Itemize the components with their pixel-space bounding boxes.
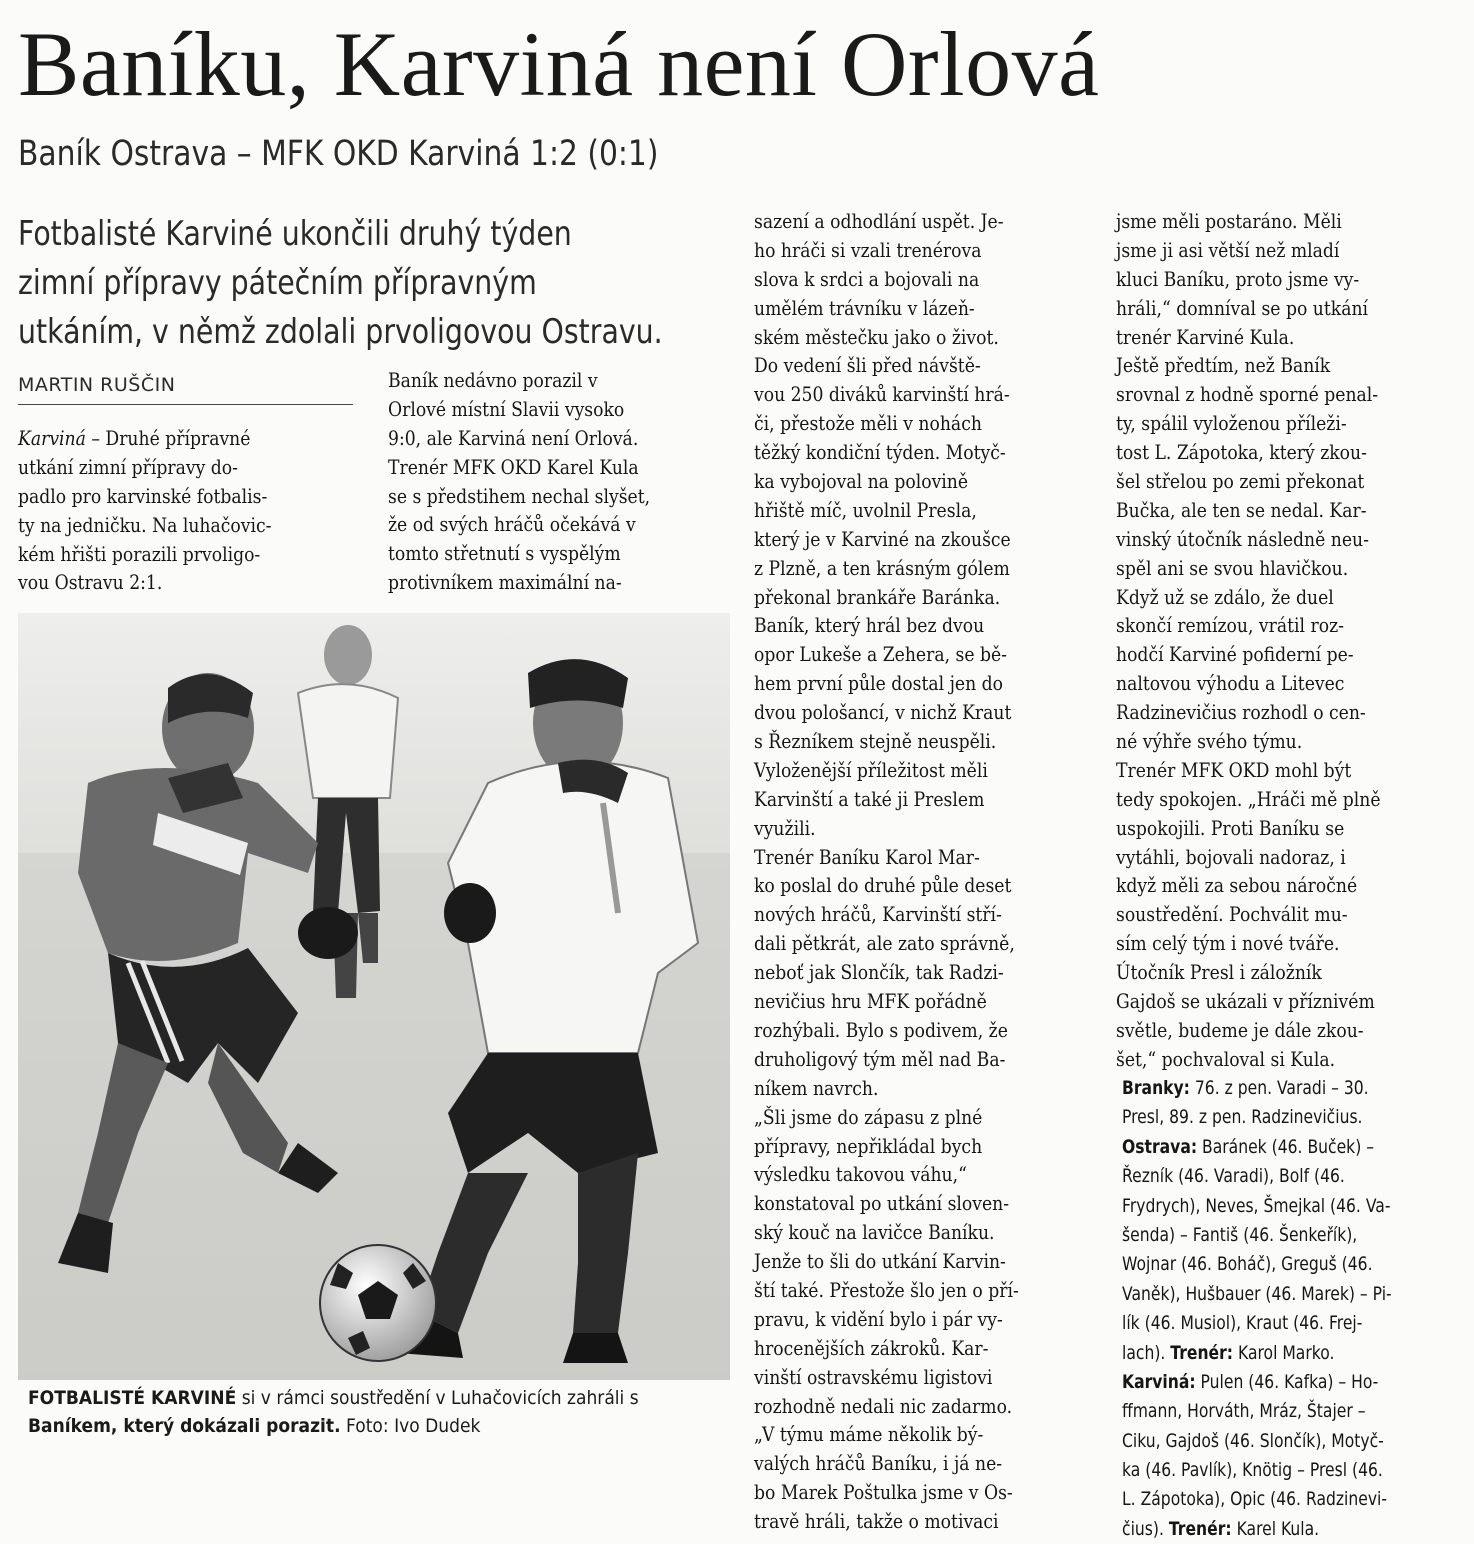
lineup-line: Řezník (46. Varadi), Bolf (46. xyxy=(1122,1165,1345,1188)
column-line: Jenže to šli do utkání Karvin- xyxy=(754,1249,1006,1274)
column-line: Gajdoš se ukázali v příznivém xyxy=(1116,989,1375,1014)
column-line: soustředění. Pochválit mu- xyxy=(1116,902,1348,927)
caption-text-bold: Baníkem, který dokázali porazit. xyxy=(28,1415,341,1437)
column-line: 9:0, ale Karviná není Orlová. xyxy=(388,425,639,450)
column-line: nových hráčů, Karvinští stří- xyxy=(754,902,1002,927)
column-line: Když už se zdálo, že duel xyxy=(1116,584,1334,609)
column-line: Do vedení šli před návště- xyxy=(754,353,981,378)
football-ball xyxy=(320,1245,436,1361)
lineup-line: Wojnar (46. Boháč), Greguš (46. xyxy=(1122,1253,1373,1276)
lead-line: utkáním, v němž zdolali prvoligovou Ostravu. xyxy=(18,312,663,352)
column-line: ka vybojoval na polovině xyxy=(754,469,969,494)
lineup-text: lach). xyxy=(1122,1341,1171,1364)
column-line: Trenér MFK OKD mohl být xyxy=(1116,757,1352,782)
subheadline: Baník Ostrava – MFK OKD Karviná 1:2 (0:1) xyxy=(18,134,659,174)
column-line: tost L. Zápotoka, který zkou- xyxy=(1116,440,1367,465)
column-line: hodčí Karviné pofiderní pe- xyxy=(1116,642,1354,667)
column-line: šel střelou po zemi překonat xyxy=(1116,469,1365,494)
dateline: Karviná xyxy=(18,426,86,450)
lineup-line: ffmann, Horváth, Mráz, Štajer – xyxy=(1122,1400,1366,1423)
column-line: né výhře svého týmu. xyxy=(1116,729,1303,754)
column-line: rozhodně nedali nic zadarmo. xyxy=(754,1393,1013,1418)
lineup-line xyxy=(1122,1368,1413,1397)
lead-line: Fotbalisté Karviné ukončili druhý týden xyxy=(18,214,572,254)
lineup-line: Vaněk), Hušbauer (46. Marek) – Pi- xyxy=(1122,1282,1392,1305)
column-line: tedy spokojen. „Hráči mě plně xyxy=(1116,786,1381,811)
author-byline: MARTIN RUŠČIN xyxy=(18,374,353,405)
column-line: konstatoval po utkání sloven- xyxy=(754,1191,1010,1216)
column-line: Útočník Presl i záložník xyxy=(1116,960,1322,985)
column-line: kém hřišti porazili prvoligo- xyxy=(18,541,261,566)
lineup-text: Pulen (46. Kafka) – Ho- xyxy=(1195,1370,1379,1393)
headline: Baníku, Karviná není Orlová xyxy=(18,13,1100,115)
lineup-text: čius). xyxy=(1122,1517,1169,1540)
lineup-text: Karol Marko. xyxy=(1233,1341,1335,1364)
column-line: hřiště míč, uvolnil Presla, xyxy=(754,497,977,522)
column-line: travě hráli, takže o motivaci xyxy=(754,1509,999,1534)
column-line: hráli,“ domníval se po utkání xyxy=(1116,295,1369,320)
lineup-text: 76. z pen. Varadi – 30. xyxy=(1189,1077,1369,1099)
photo-credit: Foto: Ivo Dudek xyxy=(340,1415,481,1437)
karvina-label: Karviná: xyxy=(1122,1370,1196,1393)
lineup-line xyxy=(1122,1515,1413,1544)
column-line: skončí remízou, vrátil roz- xyxy=(1116,613,1344,638)
lineup-line: Presl, 89. z pen. Radzinevičius. xyxy=(1122,1106,1363,1129)
column-line: vytáhli, bojovali nadoraz, i xyxy=(1116,844,1346,869)
column-line: z Plzně, a ten krásným gólem xyxy=(754,555,1010,580)
lineup-line: L. Zápotoka), Opic (46. Radzinevi- xyxy=(1122,1488,1388,1511)
article-column-4 xyxy=(1116,207,1474,1074)
column-line: těžký kondiční týden. Motyč- xyxy=(754,440,1006,465)
lineup-line: Frydrych), Neves, Šmejkal (46. Va- xyxy=(1122,1194,1391,1217)
column-line: ští také. Přestože šlo jen o pří- xyxy=(754,1277,1019,1302)
column-line: využili. xyxy=(754,815,816,840)
column-line: ty na jedničku. Na luhačovic- xyxy=(18,512,272,537)
column-line: jsme měli postaráno. Měli xyxy=(1116,209,1342,233)
photo-caption xyxy=(28,1384,676,1440)
lineup-line xyxy=(1122,1133,1413,1162)
article-column-1 xyxy=(18,424,388,597)
column-line: či, přestože měli v nohách xyxy=(754,411,982,436)
lineup-line: Ciku, Gajdoš (46. Slončík), Motyč- xyxy=(1122,1429,1384,1452)
column-line: vou 250 diváků karvinští hrá- xyxy=(754,382,1010,407)
column-line xyxy=(18,424,336,453)
column-line: že od svých hráčů očekává v xyxy=(388,512,636,537)
column-line: světle, budeme je dále zkou- xyxy=(1116,1017,1364,1042)
column-line: s Řezníkem stejně neuspěli. xyxy=(754,729,997,754)
column-line: níkem navrch. xyxy=(754,1075,879,1100)
column-line: padlo pro karvinské fotbalis- xyxy=(18,483,268,508)
column-line: rozhýbali. Bylo s podivem, že xyxy=(754,1017,1008,1042)
column-line: opor Lukeše a Zehera, se bě- xyxy=(754,642,1007,667)
column-line: bo Marek Poštulka jsme v Os- xyxy=(754,1480,1013,1505)
column-line: umělém trávníku v lázeň- xyxy=(754,295,975,320)
column-line: pravu, k vidění bylo i pár vy- xyxy=(754,1306,1003,1331)
column-line: Ještě předtím, než Baník xyxy=(1116,353,1331,378)
column-line: když měli za sebou náročné xyxy=(1116,873,1358,898)
column-line: vinský útočník následně neu- xyxy=(1116,526,1369,551)
column-line: ském městečku jako o život. xyxy=(754,324,999,349)
coach-label: Trenér: xyxy=(1170,1341,1234,1364)
column-line: uspokojili. Proti Baníku se xyxy=(1116,815,1345,840)
column-line: se s předstihem nechal slyšet, xyxy=(388,483,651,508)
lineup-text: Karel Kula. xyxy=(1231,1517,1320,1540)
column-line: Trenér MFK OKD Karel Kula xyxy=(388,454,639,479)
column-line: trenér Karviné Kula. xyxy=(1116,324,1295,349)
column-line: naltovou výhodu a Litevec xyxy=(1116,671,1345,696)
column-text: – Druhé přípravné xyxy=(85,426,251,450)
column-line: Baník, který hrál bez dvou xyxy=(754,613,985,638)
goals-label: Branky: xyxy=(1122,1077,1190,1099)
column-line: tomto střetnutí s vyspělým xyxy=(388,541,621,566)
lineup-line xyxy=(1122,1339,1413,1368)
lineup-line: ka (46. Pavlík), Knötig – Presl (46. xyxy=(1122,1459,1383,1482)
lineup-line: šenda) – Fantiš (46. Šenkeřík), xyxy=(1122,1223,1358,1246)
column-line: překonal brankáře Baránka. xyxy=(754,584,1001,609)
column-line: ko poslal do druhé půle deset xyxy=(754,873,1012,898)
column-line: Vyloženější příležitost měli xyxy=(754,757,988,782)
column-line: „V týmu máme několik bý- xyxy=(754,1422,984,1447)
caption-text: si v rámci soustředění v Luhačovicích zahráli s xyxy=(236,1387,639,1409)
column-line: Orlové místní Slavii vysoko xyxy=(388,396,625,421)
column-line: přípravy, nepřikládal bych xyxy=(754,1133,983,1158)
match-lineups xyxy=(1122,1074,1474,1544)
column-line: utkání zimní přípravy do- xyxy=(18,454,238,479)
column-line: Karvinští a také ji Preslem xyxy=(754,786,985,811)
column-line: Radzinevičius rozhodl o cen- xyxy=(1116,700,1366,725)
column-line: šet,“ pochvaloval si Kula. xyxy=(1116,1046,1336,1071)
column-line: ho hráči si vzali trenérova xyxy=(754,237,982,262)
column-line: hem první půle dostal jen do xyxy=(754,671,1004,696)
column-line: srovnal z hodně sporné penal- xyxy=(1116,382,1379,407)
column-line: sím celý tým i nové tváře. xyxy=(1116,931,1340,956)
column-line: Trenér Baníku Karol Mar- xyxy=(754,844,980,869)
column-line: kluci Baníku, proto jsme vy- xyxy=(1116,266,1360,291)
column-line: ský kouč na lavičce Baníku. xyxy=(754,1220,995,1245)
column-line: ty, spálil vyloženou příleži- xyxy=(1116,411,1347,436)
column-line: „Šli jsme do zápasu z plné xyxy=(754,1104,983,1129)
column-line: Baník nedávno porazil v xyxy=(388,368,598,392)
column-line: hrocenějších zákroků. Kar- xyxy=(754,1335,989,1360)
column-line: nevičius hru MFK pořádně xyxy=(754,989,987,1014)
lead-paragraph xyxy=(18,210,719,357)
column-line: slova k srdci a bojovali na xyxy=(754,266,980,291)
column-line: valých hráčů Baníku, i já ne- xyxy=(754,1451,1003,1476)
column-line: dvou pološancí, v nichž Kraut xyxy=(754,700,1012,725)
ostrava-label: Ostrava: xyxy=(1122,1135,1198,1158)
column-line: vinští ostravskému ligistovi xyxy=(754,1364,993,1389)
column-line: sazení a odhodlání uspět. Je- xyxy=(754,209,1004,233)
article-column-2 xyxy=(388,366,758,597)
column-line: Bučka, ale ten se nedal. Kar- xyxy=(1116,497,1367,522)
column-line: druholigový tým měl nad Ba- xyxy=(754,1046,1006,1071)
column-line: který je v Karviné na zkoušce xyxy=(754,526,1011,551)
match-photo xyxy=(18,613,730,1380)
column-line: protivníkem maximální na- xyxy=(388,570,622,595)
lineup-line: lík (46. Musiol), Kraut (46. Frej- xyxy=(1122,1312,1363,1335)
article-column-3 xyxy=(754,207,1124,1536)
coach-label: Trenér: xyxy=(1168,1517,1232,1540)
column-line: dali pětkrát, ale zato správně, xyxy=(754,931,1015,956)
column-line: neboť jak Slončík, tak Radzi- xyxy=(754,960,1004,985)
column-line: jsme ji asi větší než mladí xyxy=(1116,237,1340,262)
lineup-line xyxy=(1122,1074,1413,1103)
column-line: výsledku takovou váhu,“ xyxy=(754,1162,967,1187)
lineup-text: Baránek (46. Buček) – xyxy=(1197,1135,1375,1158)
column-line: spěl ani se svou hlavičkou. xyxy=(1116,555,1349,580)
lead-line: zimní přípravy pátečním přípravným xyxy=(18,263,537,303)
caption-bold: FOTBALISTÉ KARVINÉ xyxy=(28,1387,237,1409)
column-line: vou Ostravu 2:1. xyxy=(18,570,163,595)
football-players-illustration xyxy=(18,613,730,1380)
